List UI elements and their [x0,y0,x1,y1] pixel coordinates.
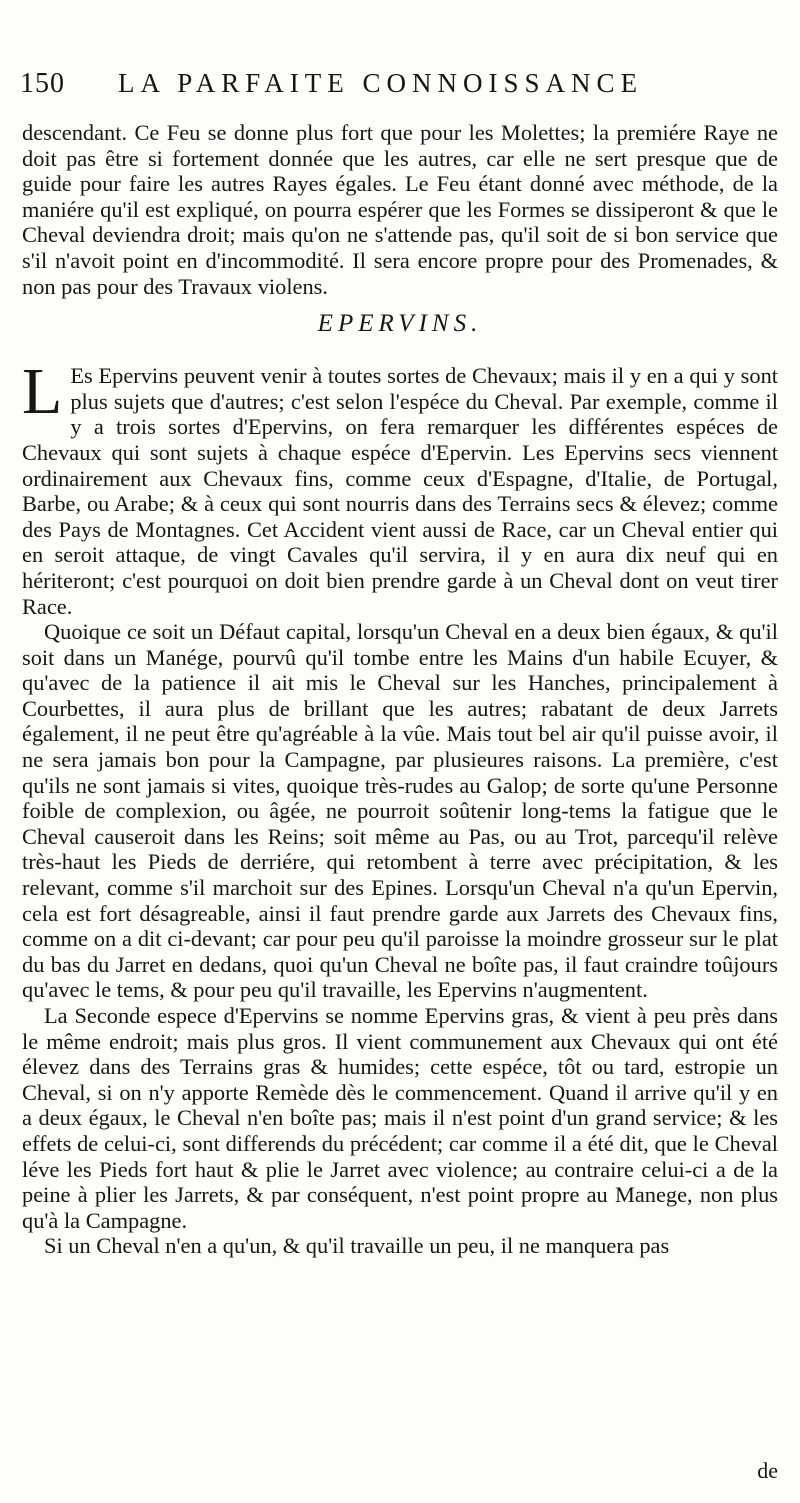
running-head: LA PARFAITE CONNOISSANCE [118,68,644,98]
page-number: 150 [20,68,65,99]
page-header [20,68,780,108]
paragraph-3: La Seconde espece d'Epervins se nomme Epervins gras, & vient à peu près dans le même endroit; mais plus gros. Il vient communement aux Chevaux qui ont été élevez dans des Terrains gras & humides; cette espéce, tôt ou tard, estropie un Cheval, si on n'y apporte Remède dès le commencement. Quand il arrive qu'il y en a deux égaux, le Cheval n'en boîte pas; mais il n'est point d'un grand service; & les effets de celui-ci, sont differends du précédent; car comme il a été dit, que le Cheval léve les Pieds fort haut & plie le Jarret avec violence; au contraire celui-ci a de la peine à plier les Jarrets, & par conséquent, n'est point propre au Manege, non plus qu'à la Campagne. [22,1003,778,1233]
continuation-paragraph: descendant. Ce Feu se donne plus fort que pour les Molettes; la premiére Raye ne doit pas être si fortement donnée que les autres, car elle ne sert presque que de guide pour faire les autres Rayes égales. Le Feu étant donné avec méthode, de la maniére qu'il est expliqué, on pourra espérer que les Formes se dissiperont & que le Cheval deviendra droit; mais qu'on ne s'attende pas, qu'il soit de si bon service que s'il n'avoit point en d'incommodité. Il sera encore propre pour des Promenades, & non pas pour des Travaux violens. [22,120,778,299]
paragraph-1 [22,355,778,619]
drop-cap: L [22,355,63,429]
paragraph-2: Quoique ce soit un Défaut capital, lorsqu'un Cheval en a deux bien égaux, & qu'il soit dans un Manége, pourvû qu'il tombe entre les Mains d'un habile Ecuyer, & qu'avec de la patience il ait mis le Cheval sur les Hanches, principalement à Courbettes, il aura plus de brillant que les autres; rabatant de deux Jarrets également, il ne peut être qu'agréable à la vûe. Mais tout bel air qu'il puisse avoir, il ne sera jamais bon pour la Campagne, par plusieures raisons. La première, c'est qu'ils ne sont jamais si vites, quoique très-rudes au Galop; de sorte qu'une Personne foible de complexion, ou âgée, ne pourroit soûtenir long-tems la fatigue que le Cheval causeroit dans les Reins; soit même au Pas, ou au Trot, parcequ'il relève très-haut les Pieds de derriére, qui retombent à terre avec précipitation, & les relevant, comme s'il marchoit sur des Epines. Lorsqu'un Cheval n'a qu'un Epervin, cela est fort désagreable, ainsi il faut prendre garde aux Jarrets des Chevaux fins, comme on a dit ci-devant; car pour peu qu'il paroisse la moindre grosseur sur le plat du bas du Jarret en dedans, quoi qu'un Cheval ne boîte pas, il faut craindre toûjours qu'avec le tems, & pour peu qu'il travaille, les Epervins n'augmentent. [22,619,778,1003]
paragraph-1-text: Es Epervins peuvent venir à toutes sortes de Chevaux; mais il y en a qui y sont plus sujets que d'autres; c'est selon l'espéce du Cheval. Par exemple, comme il y a trois sortes d'Epervins, on fera remarquer les différentes espéces de Chevaux qui sont sujets à chaque espéce d'Epervin. Les Epervins secs viennent ordinairement aux Chevaux fins, comme ceux d'Espagne, d'Italie, de Portugal, Barbe, ou Arabe; & à ceux qui sont nourris dans des Terrains secs & élevez; comme des Pays de Montagnes. Cet Accident vient aussi de Race, car un Cheval entier qui en seroit attaque, de vingt Cavales qu'il servira, il y en aura dix neuf qui en hériteront; c'est pourquoi on doit bien prendre garde à un Cheval dont on veut tirer Race. [22,363,778,619]
catchword: de [757,1458,778,1483]
paragraph-4: Si un Cheval n'en a qu'un, & qu'il travaille un peu, il ne manquera pas [44,1233,670,1259]
section-title: EPERVINS. [317,310,483,338]
body-text [22,120,778,1259]
